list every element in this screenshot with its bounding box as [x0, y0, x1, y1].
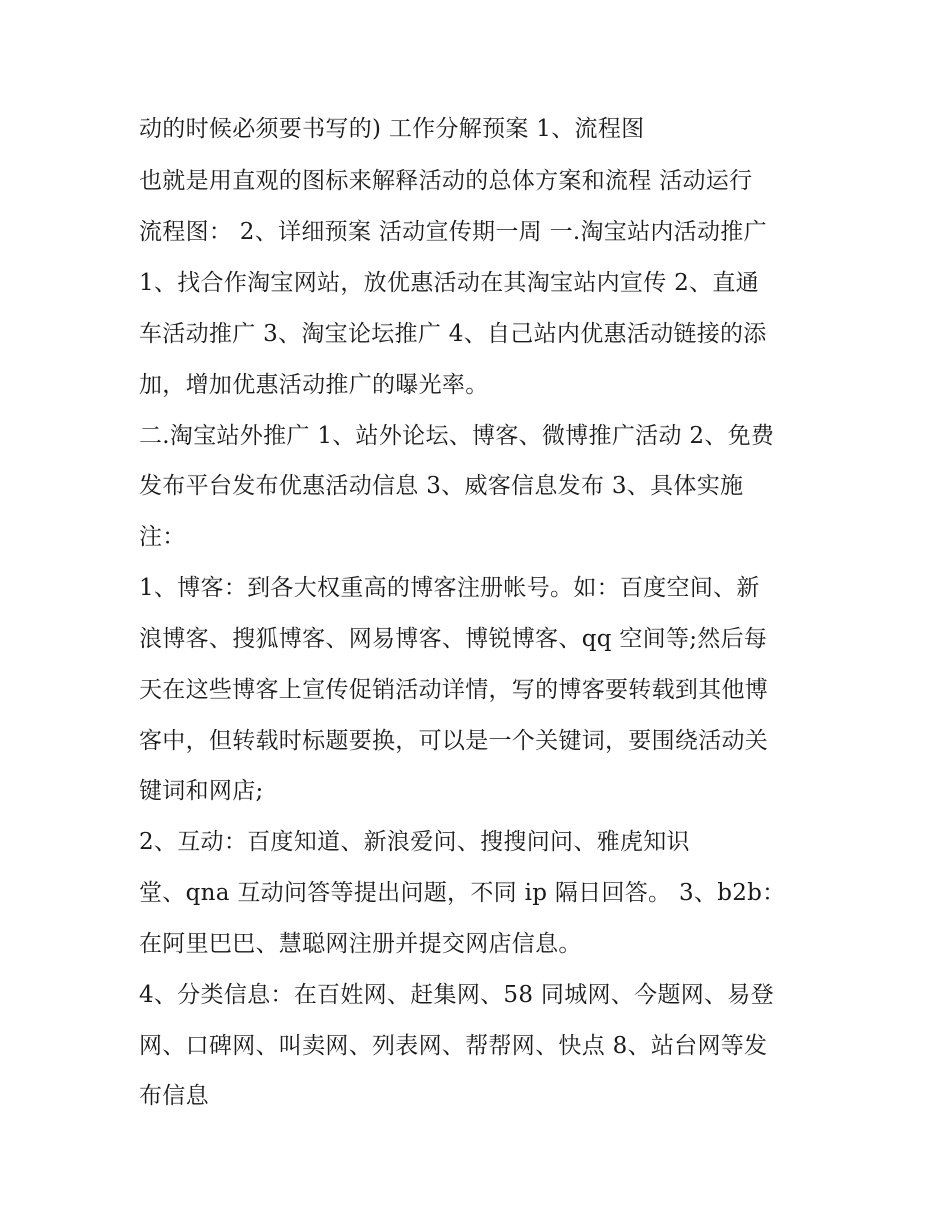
text-line: 动的时候必须要书写的) 工作分解预案 1、流程图 [139, 116, 645, 142]
text-line: 二.淘宝站外推广 1、站外论坛、博客、微博推广活动 2、免费 [139, 423, 775, 449]
text-line: 在阿里巴巴、慧聪网注册并提交网店信息。 [139, 931, 582, 957]
text-line: 流程图： 2、详细预案 活动宣传期一周 一.淘宝站内活动推广 [139, 219, 767, 245]
text-line: 也就是用直观的图标来解释活动的总体方案和流程 活动运行 [139, 168, 753, 194]
text-line: 1、博客：到各大权重高的博客注册帐号。如：百度空间、新 [139, 575, 760, 601]
text-line: 客中，但转载时标题要换，可以是一个关键词，要围绕活动关 [139, 728, 769, 754]
text-line: 加，增加优惠活动推广的曝光率。 [139, 372, 489, 398]
text-line: 键词和网店; [139, 778, 264, 804]
text-line: 网、口碑网、叫卖网、列表网、帮帮网、快点 8、站台网等发 [139, 1033, 768, 1059]
text-line: 2、互动：百度知道、新浪爱问、搜搜问问、雅虎知识 [139, 829, 690, 855]
text-line: 堂、qna 互动问答等提出问题，不同 ip 隔日回答。 3、b2b： [139, 880, 786, 906]
text-line: 布信息 [139, 1083, 209, 1109]
text-line: 4、分类信息：在百姓网、赶集网、58 同城网、今题网、易登 [139, 982, 774, 1008]
text-line: 天在这些博客上宣传促销活动详情，写的博客要转载到其他博 [139, 677, 769, 703]
text-line: 浪博客、搜狐博客、网易博客、博锐博客、qq 空间等;然后每 [139, 626, 768, 652]
text-line: 发布平台发布优惠活动信息 3、威客信息发布 3、具体实施 [139, 473, 744, 499]
text-line: 车活动推广 3、淘宝论坛推广 4、自己站内优惠活动链接的添 [139, 321, 767, 347]
text-line: 注： [139, 524, 186, 550]
text-line: 1、找合作淘宝网站，放优惠活动在其淘宝站内宣传 2、直通 [139, 270, 759, 296]
